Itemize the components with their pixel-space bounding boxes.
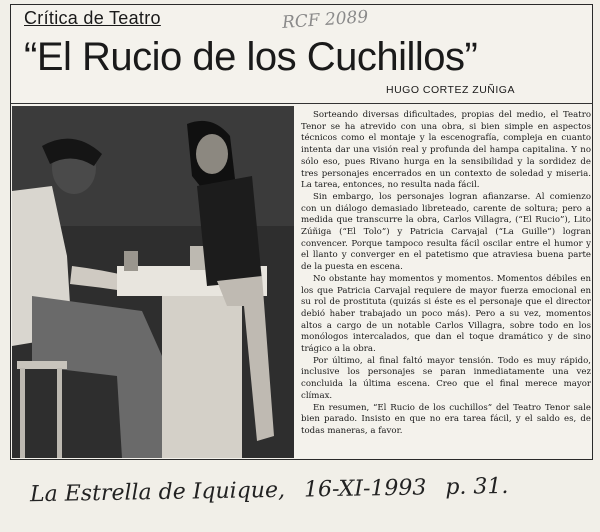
source-date: 16-XI-1993	[303, 475, 427, 503]
article-paragraph: No obstante hay momentos y momentos. Momentos débiles en los que Patricia Carvajal requiere de mayor fuerza emocional en su rol de prostituta (quizás si éste es el personaje que el director debió haber trabajado un poco más). Pero a su vez, momentos altos a cargo de un notable Carlos Villagra, sobre todo en los monólogos intercalados, que dan el toque dramático y de sino trágico a la obra.	[301, 273, 591, 355]
archive-mark: RCF 2089	[281, 7, 369, 33]
source-page: p. 31.	[445, 473, 509, 501]
source-publication: La Estrella de Iquique,	[29, 477, 286, 508]
header-rule	[10, 103, 593, 104]
article-paragraph: En resumen, “El Rucio de los cuchillos” del Teatro Tenor sale bien parado. Insisto en que no era tarea fácil, y el saldo es, de todas maneras, a favor.	[301, 402, 591, 436]
scene-photo	[12, 106, 294, 458]
article-paragraph: Por último, al final faltó mayor tensión. Todo es muy rápido, inclusive los personajes se paran inmediatamente una vez concluida la última escena. Creo que el final merece mayor clímax.	[301, 355, 591, 401]
article-paragraph: Sorteando diversas dificultades, propias del medio, el Teatro Tenor se ha atrevido con una obra, si bien simple en aspectos técnicos como el montaje y la escenografía, compleja en cuanto intenta dar una visión real y profunda del hampa capitalina. Y no sólo eso, pues Rivano hurga en la sensibilidad y la sordidez de tres personajes encerrados en un contexto de soledad y miseria. La tarea, entonces, no resulta nada fácil.	[301, 110, 591, 191]
article-paragraph: Sin embargo, los personajes logran afianzarse. Al comienzo con un diálogo demasiado libreteado, carente de soltura; pero a medida que transcurre la obra, Carlos Villagra, (“El Rucio”), Lito Zúñiga (“El Tolo”) y Patricia Carvajal (“La Guille”) logran convencer. Porque tampoco resulta fácil oscilar entre el humor y el llanto y converger en el patetismo que atraviesa buena parte de la puesta en escena.	[301, 191, 591, 273]
article-title: “El Rucio de los Cuchillos”	[24, 35, 478, 79]
author-byline: HUGO CORTEZ ZUÑIGA	[386, 84, 515, 96]
section-label: Crítica de Teatro	[24, 8, 161, 28]
handwritten-source	[30, 474, 521, 508]
article-body	[301, 110, 591, 460]
